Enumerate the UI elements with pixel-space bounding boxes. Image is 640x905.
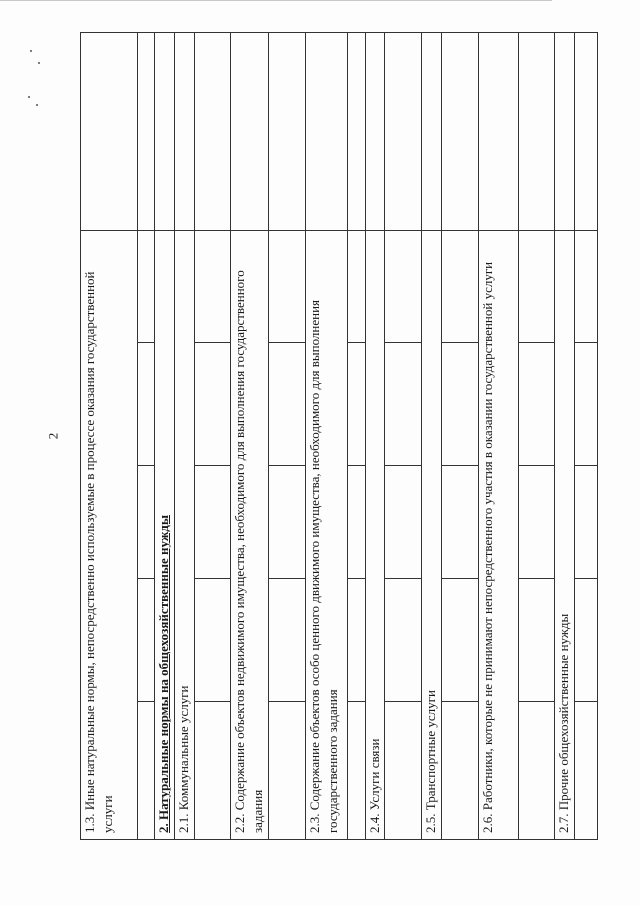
table-cell [574, 230, 597, 342]
scan-speck [28, 96, 30, 98]
table-cell [269, 702, 306, 840]
table-row [155, 32, 175, 839]
table-cell [305, 32, 347, 230]
table-cell [519, 343, 555, 466]
table-cell [441, 579, 478, 702]
page-number: 2 [45, 432, 61, 440]
table-cell [269, 32, 306, 230]
table-cell [478, 32, 519, 230]
table-cell [175, 32, 195, 230]
table-cell [347, 579, 365, 702]
table-cell [137, 702, 155, 840]
table-cell [574, 702, 597, 840]
table-cell [441, 32, 478, 230]
table-cell [195, 343, 231, 466]
table-cell [385, 230, 422, 342]
table-row [269, 32, 306, 839]
table-cell [385, 466, 422, 579]
table-cell [519, 466, 555, 579]
table-row [347, 32, 365, 839]
rotated-table-wrapper [80, 33, 598, 840]
table-cell [554, 32, 574, 230]
table-cell [574, 579, 597, 702]
table-row [365, 32, 385, 839]
table-cell [347, 466, 365, 579]
table-row [175, 32, 195, 839]
table-cell [195, 230, 231, 342]
table-cell [195, 702, 231, 840]
scan-speck [38, 62, 40, 64]
norms-table [80, 32, 598, 840]
table-cell [81, 32, 138, 230]
table-cell [269, 230, 306, 342]
table-row [478, 32, 519, 839]
row-label: 2.3. Содержание объектов особо ценного движимого имущества, необходимого для выполнения государственного задания [305, 230, 347, 839]
norms-table-body [81, 32, 598, 839]
table-cell [347, 702, 365, 840]
table-cell [385, 32, 422, 230]
table-cell [519, 230, 555, 342]
table-row [554, 32, 574, 839]
table-row [137, 32, 155, 839]
table-cell [574, 343, 597, 466]
table-cell [519, 579, 555, 702]
table-cell [422, 32, 442, 230]
table-cell [385, 343, 422, 466]
table-row [195, 32, 231, 839]
table-row [305, 32, 347, 839]
table-cell [195, 579, 231, 702]
table-cell [347, 32, 365, 230]
table-cell [519, 32, 555, 230]
table-cell [347, 343, 365, 466]
table-cell [385, 702, 422, 840]
row-label: 2.6. Работники, которые не принимают непосредственного участия в оказании государственной услуги [478, 230, 519, 839]
table-cell [155, 32, 175, 230]
table-cell [347, 230, 365, 342]
table-row [574, 32, 597, 839]
table-cell [441, 343, 478, 466]
table-row [519, 32, 555, 839]
row-label [155, 230, 175, 839]
table-cell [441, 466, 478, 579]
row-label: 2.7. Прочие общехозяйственные нужды [554, 230, 574, 839]
section-heading: 2. Натуральные нормы на общехозяйственные нужды [156, 515, 172, 833]
scan-speck [30, 50, 32, 52]
top-rule [0, 0, 552, 1]
table-cell [441, 702, 478, 840]
table-cell [230, 32, 269, 230]
table-cell [365, 32, 385, 230]
row-label: 2.1. Коммунальные услуги [175, 230, 195, 839]
table-cell [137, 32, 155, 230]
table-cell [137, 230, 155, 342]
table-cell [574, 466, 597, 579]
table-cell [519, 702, 555, 840]
table-cell [195, 32, 231, 230]
table-cell [137, 466, 155, 579]
table-cell [385, 579, 422, 702]
table-cell [195, 466, 231, 579]
table-row [422, 32, 442, 839]
table-row [230, 32, 269, 839]
row-label: 2.2. Содержание объектов недвижимого имущества, необходимого для выполнения государственного задания [230, 230, 269, 839]
table-row [385, 32, 422, 839]
table-cell [137, 343, 155, 466]
row-label: 1.3. Иные натуральные нормы, непосредственно используемые в процессе оказания государственной услуги [81, 230, 138, 839]
scan-speck [36, 104, 38, 106]
table-row [441, 32, 478, 839]
table-row [81, 32, 138, 839]
table-cell [137, 579, 155, 702]
table-cell [269, 466, 306, 579]
table-cell [574, 32, 597, 230]
table-cell [269, 579, 306, 702]
row-label: 2.5. Транспортные услуги [422, 230, 442, 839]
table-cell [441, 230, 478, 342]
table-cell [269, 343, 306, 466]
row-label: 2.4. Услуги связи [365, 230, 385, 839]
